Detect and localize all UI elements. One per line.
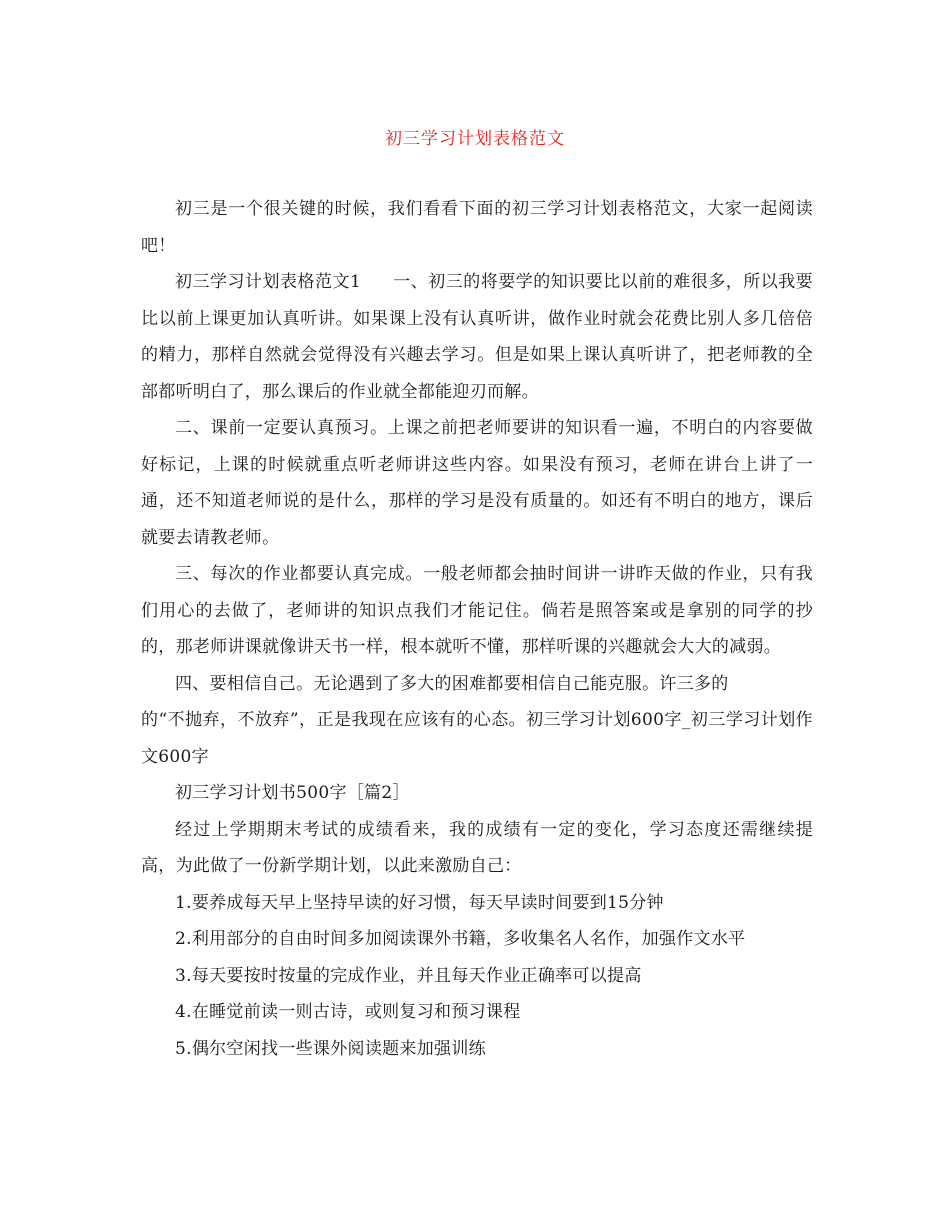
section1-point1-paragraph <box>141 264 813 410</box>
document-body <box>141 191 813 1067</box>
plan-item: 4.在睡觉前读一则古诗，或则复习和预习课程 <box>175 1002 521 1022</box>
section1-label: 初三学习计划表格范文1 <box>175 272 362 292</box>
plan-item: 1.要养成每天早上坚持早读的好习惯，每天早读时间要到15分钟 <box>175 892 664 913</box>
section1-point3-paragraph: 三、每次的作业都要认真完成。一般老师都会抽时间讲一讲昨天做的作业，只有我们用心的去做了，老师讲的知识点我们才能记住。倘若是照答案或是拿别的同学的抄的，那老师讲课就像讲天书一样，根本就听不懂，那样听课的兴趣就会大大的减弱。 <box>141 564 813 657</box>
section1-point1: 一、初三的将要学的知识要比以前的难很多，所以我要比以前上课更加认真听讲。如果课上没有认真听讲，做作业时就会花费比别人多几倍倍的精力，那样自然就会觉得没有兴趣去学习。但是如果上课认真听讲了，把老师教的全部都听明白了，那么课后的作业就全都能迎刃而解。 <box>141 272 813 402</box>
section1-point2-paragraph: 二、课前一定要认真预习。上课之前把老师要讲的知识看一遍，不明白的内容要做好标记，上课的时候就重点听老师讲这些内容。如果没有预习，老师在讲台上讲了一通，还不知道老师说的是什么，那样的学习是没有质量的。如还有不明白的地方，课后就要去请教老师。 <box>141 418 813 548</box>
section1-point4-line1: 四、要相信自己。无论遇到了多大的困难都要相信自己能克服。许三多的 <box>175 673 729 694</box>
plan-item: 3.每天要按时按量的完成作业，并且每天作业正确率可以提高 <box>175 965 642 986</box>
section2-heading: 初三学习计划书500字［篇2］ <box>175 783 410 803</box>
section1-point4-rest: 的“不抛弃，不放弃”，正是我现在应该有的心态。初三学习计划600字_初三学习计划作文600字 <box>141 710 813 767</box>
plan-item: 5.偶尔空闲找一些课外阅读题来加强训练 <box>175 1038 486 1059</box>
intro-paragraph: 初三是一个很关键的时候，我们看看下面的初三学习计划表格范文，大家一起阅读吧！ <box>141 199 813 256</box>
section2-intro-paragraph: 经过上学期期末考试的成绩看来，我的成绩有一定的变化，学习态度还需继续提高，为此做了一份新学期计划，以此来激励自己： <box>141 819 813 876</box>
plan-item: 2.利用部分的自由时间多加阅读课外书籍，多收集名人名作，加强作文水平 <box>175 929 746 949</box>
document-title: 初三学习计划表格范文 <box>385 129 565 149</box>
